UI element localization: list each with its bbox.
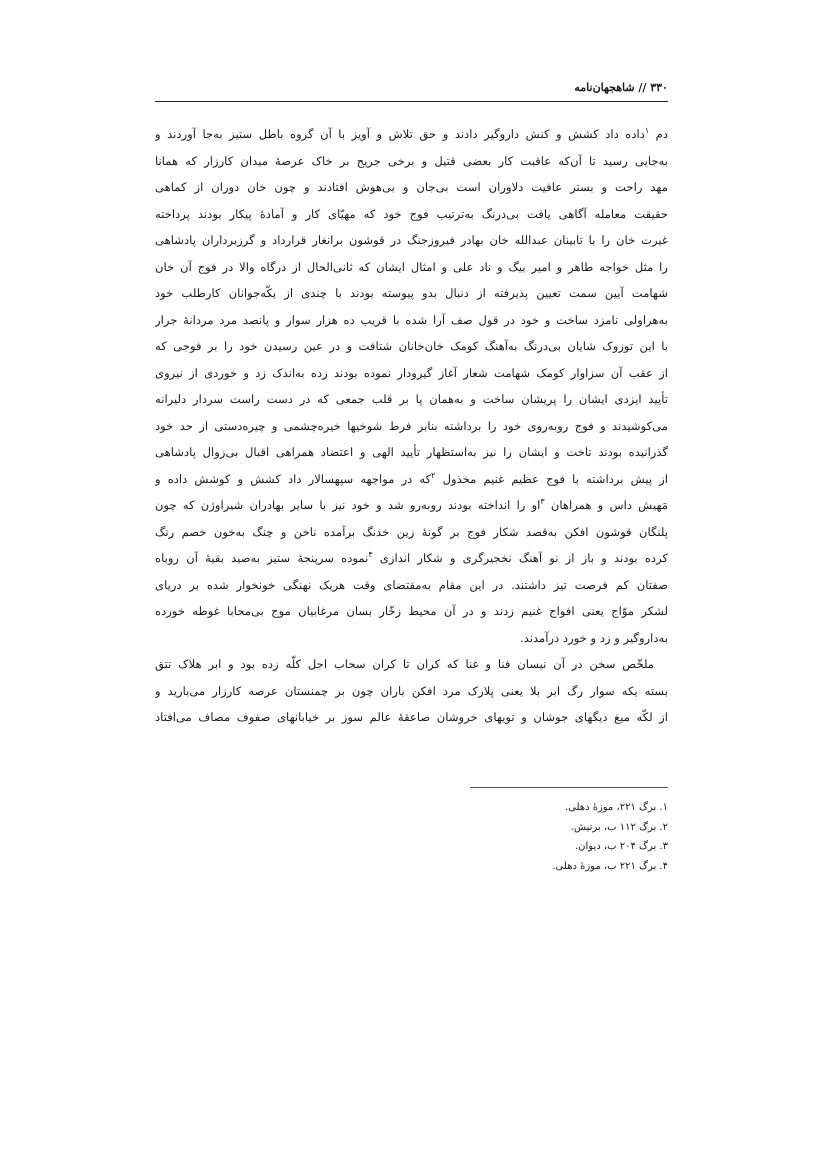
footnote: ۳. برگ ۲۰۴ ب، دیوان. xyxy=(575,841,668,852)
text-line: حقیقت معامله آگاهی یافت بی‌درنگ به‌ترتیب فوج خود که مهیّای کار و آمادهٔ پیکار بودند پرداخته xyxy=(155,206,668,221)
running-head: ۳۳۰ // شاهجهان‌نامه xyxy=(574,81,668,94)
text-line: با این توزوک شایان بی‌درنگ به‌آهنگ کومک خان‌خانان شتافت و در عین رسیدن خود را بر فوجی که xyxy=(155,339,668,353)
text-line: به‌هراولی نامزد ساخت و خود در قول صف آرا شده با قریب ده هزار سوار و پانصد مرد مردانهٔ جرار xyxy=(155,312,668,327)
text-line: لشکر موّاج یعنی افواج غنیم زدند و در آن محیط زخّار بسان مرغابیان موج بی‌محابا غوطه خورده xyxy=(155,604,668,618)
footnote: ۱. برگ ۲۲۱، موزهٔ دهلی. xyxy=(564,802,668,813)
text-line: کرده بودند و باز از نو آهنگ نخجیرگری و شکار اندازی $^۴$نموده سرپنجهٔ ستیز به‌صید بقیهٔ آن روباه xyxy=(155,550,668,565)
text-line: به‌جایی رسید تا آن‌که عاقبت کار بعضی قتیل و برخی جریح بر خاک عرصهٔ میدان کارزار که همانا xyxy=(155,153,668,168)
text-line: از پیش برداشته با فوج عظیم غنیم مخذول $^۲$که در مواجهه سپهسالار داد کشش و کوشش داده و xyxy=(155,470,668,486)
footnote: ۲. برگ ۱۱۲ ب، برتیش. xyxy=(570,821,668,833)
footnote-marker: ۲ xyxy=(431,470,436,480)
text-line: تأیید ایزدی ایشان را پریشان ساخت و به‌همان پا بر قلب جمعی که در دست راست سردار دلیرانه xyxy=(155,392,668,406)
text-line: از عقب آن سزاوار کومک شهامت شعار آغاز گیرودار نموده بودند زده به‌اندک زد و خوردی از نیروی xyxy=(155,365,668,380)
text-line: از لکّه میغ دیگهای جوشان و تویهای خروشان صاعقهٔ عالم سوز بر خیابانهای صفوف مصاف می‌افتاد xyxy=(155,710,668,724)
footnote-rule xyxy=(470,787,668,788)
text-line: مهد راحت و بستر عافیت دلاوران است بی‌جان و بی‌هوش افتادند و چون خان دوران از کماهی xyxy=(155,180,668,194)
footnote: ۴. برگ ۲۲۱ ب، موزهٔ دهلی. xyxy=(552,860,668,872)
text-line: بسته یکه سوار رگ ابر بلا یعنی پلارک مرد افکن باران چون بر چمنستان عرصه کارزار می‌بارید و xyxy=(155,683,668,698)
text-line: را مثل خواجه طاهر و امیر بیگ و ناد علی و امثال ایشان که ثانی‌الحال از درگاه والا در فوج آن خان xyxy=(155,259,668,274)
text-line: مَهیش داس و همراهان $^۳$او را انداخته بودند روبه‌رو شد و خود نیز با سایر بهادران شیراوژن که چون xyxy=(155,497,668,512)
text-line: صفتان کم فرصت تیز داشتند. در این مقام به‌مقتضای وقت هریک نهنگی خونخوار شده بر دریای xyxy=(155,577,668,592)
footnote-marker: ۴ xyxy=(368,550,373,560)
text-line: دم $^۱$داده داد کشش و کنش داروگیر دادند و حق تلاش و آویز با آن گروه باطل ستیز به‌جا آوردند و xyxy=(155,126,668,141)
text-line: پلنگان قوشون افکن به‌قصد شکار فوج بر گونهٔ زین خدنگ برآمده ناخن و چنگ به‌خون خصم رنگ xyxy=(155,524,668,539)
text-line: شهامت آیین سمت تعیین پذیرفته از دنبال بدو پیوسته بودند با چندی از یکّه‌جوانان کارطلب خود xyxy=(155,286,668,300)
header-rule xyxy=(155,101,668,102)
text-line: می‌کوشیدند و فوج روبه‌روی خود را برداشته بنابر فرط شوخیها خیره‌چشمی و چیره‌دستی از حد خود xyxy=(155,418,668,433)
text-line: گذرانیده بودند تاخت و ایشان را نیز به‌استظهار تأیید الهی و اعتضاد همراهی اقبال بی‌زوال پادشاهی xyxy=(155,445,668,459)
footnotes xyxy=(470,798,668,876)
text-line-paragraph-end: به‌داروگیر و زد و خورد درآمدند. xyxy=(519,630,668,645)
footnote-marker: ۳ xyxy=(540,497,545,507)
text-line-paragraph-start: ملخّص سخن در آن نیسان فنا و غنا که کران تا کران سحاب اجل کلّه زده بود و ابر هلاک تتق xyxy=(155,657,654,671)
body-text xyxy=(155,121,668,731)
footnote-marker: ۱ xyxy=(644,126,650,136)
text-line: غیرت خان را با تابینان عبدالله خان بهادر فیروزجنگ در قوشون برانغار قرارداد و گرزبرداران پادشاهی xyxy=(155,233,668,247)
